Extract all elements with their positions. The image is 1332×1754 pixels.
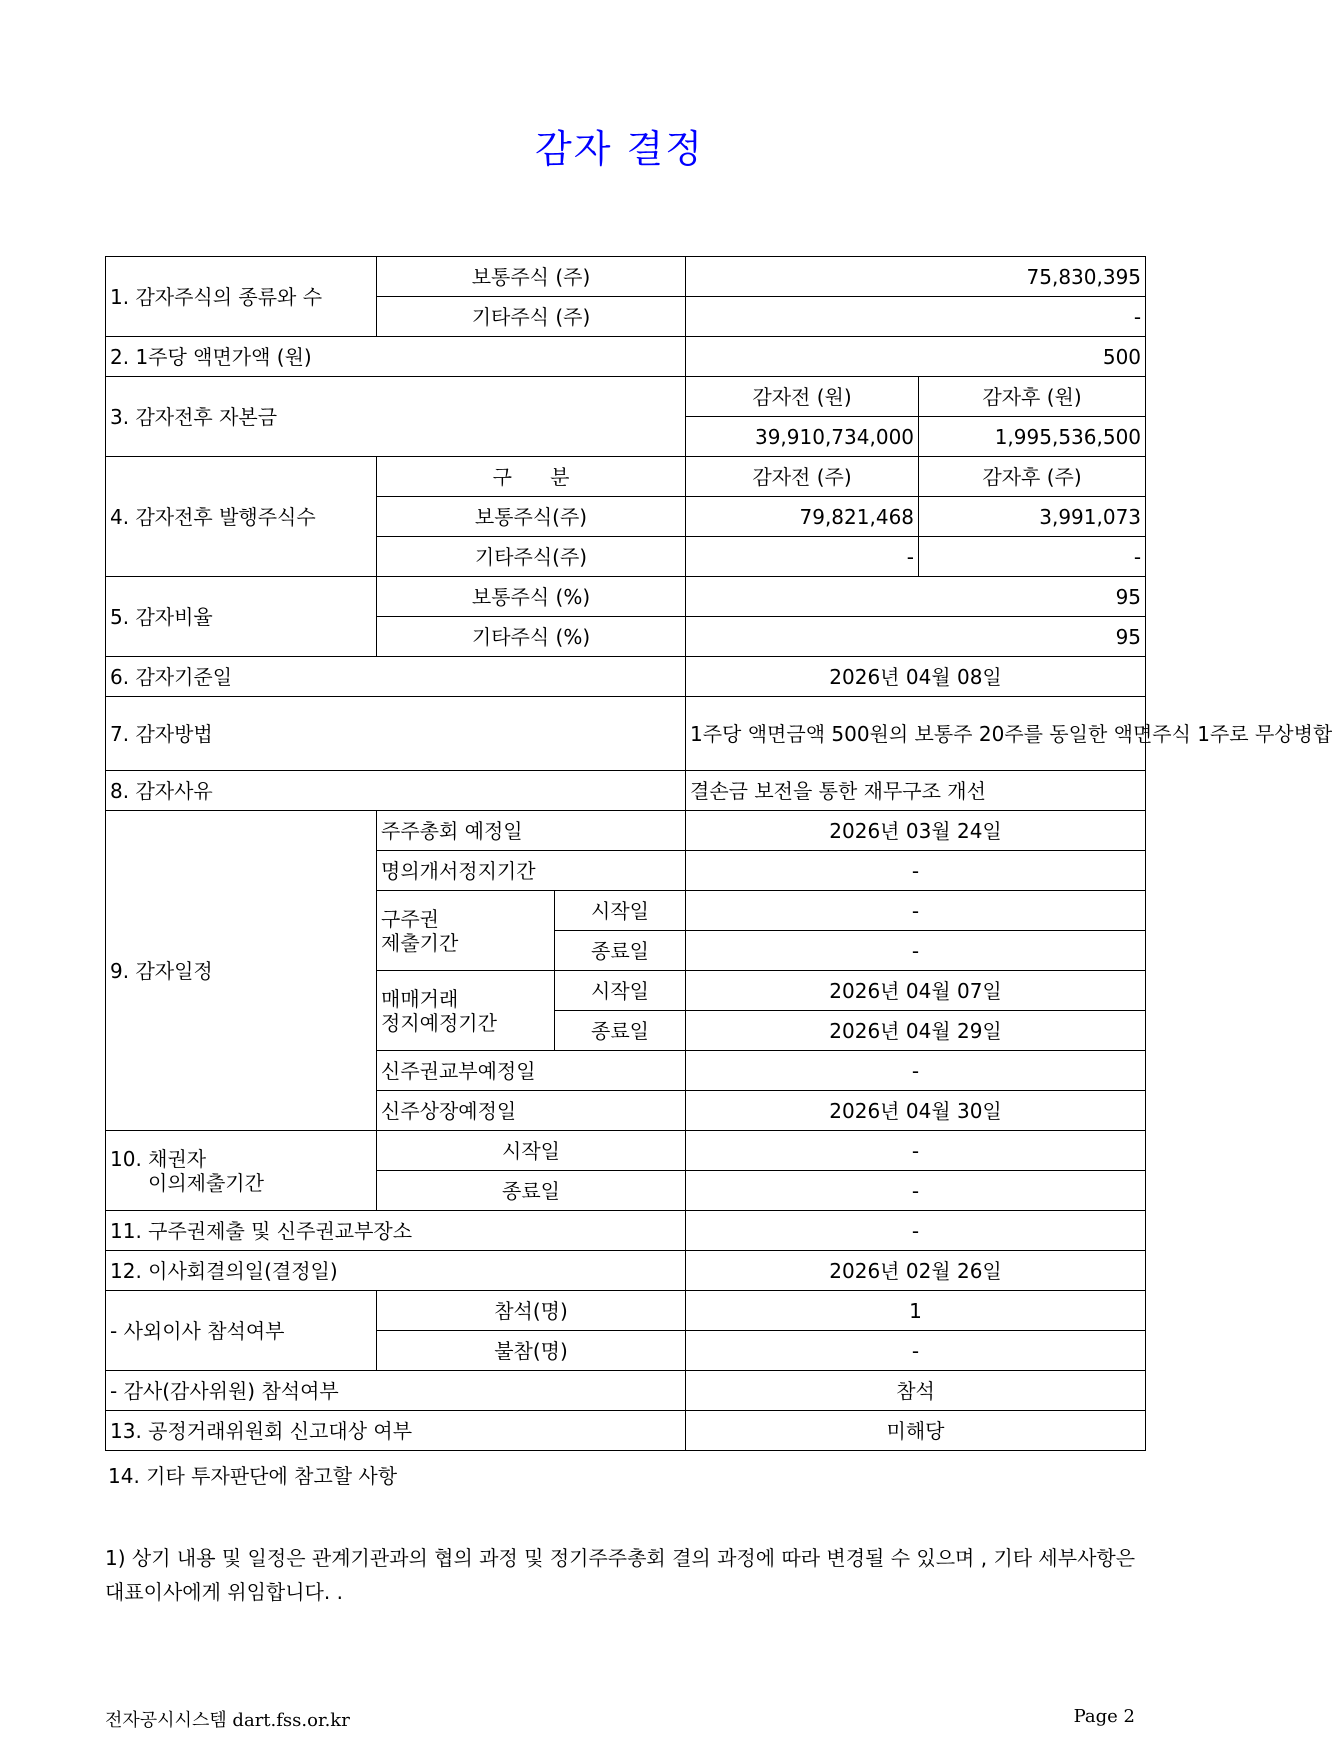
table-row — [106, 1251, 1146, 1291]
row12-label: 12. 이사회결의일(결정일) — [106, 1251, 686, 1291]
row9-halt-end: 2026년 04월 29일 — [686, 1011, 1146, 1051]
row9-old-cert-end: - — [686, 931, 1146, 971]
note-text: 1) 상기 내용 및 일정은 관계기관과의 협의 과정 및 정기주주총회 결의 과정에 따라 변경될 수 있으며 , 기타 세부사항은 대표이사에게 위임합니다. . — [105, 1546, 1136, 1604]
auditor-label: - 감사(감사위원) 참석여부 — [106, 1371, 686, 1411]
row2-label: 2. 1주당 액면가액 (원) — [106, 337, 686, 377]
row3-before-value: 39,910,734,000 — [686, 417, 919, 457]
row13-value: 미해당 — [686, 1411, 1146, 1451]
row5-label: 5. 감자비율 — [106, 577, 377, 657]
row5-common-label: 보통주식 (%) — [377, 577, 686, 617]
table-row — [106, 577, 1146, 617]
row10-end-value: - — [686, 1171, 1146, 1211]
row9-old-cert-end-label: 종료일 — [555, 931, 686, 971]
row1-common-label: 보통주식 (주) — [377, 257, 686, 297]
row10-start-value: - — [686, 1131, 1146, 1171]
row4-before-header: 감자전 (주) — [686, 457, 919, 497]
row8-value: 결손금 보전을 통한 재무구조 개선 — [686, 771, 1146, 811]
row4-common-before: 79,821,468 — [686, 497, 919, 537]
row9-old-cert-label — [377, 891, 555, 971]
row11-value: - — [686, 1211, 1146, 1251]
table-row — [106, 1371, 1146, 1411]
item14-heading: 14. 기타 투자판단에 참고할 사항 — [108, 1464, 398, 1488]
row10-end-label: 종료일 — [377, 1171, 686, 1211]
row4-other-after: - — [919, 537, 1146, 577]
row4-other-label: 기타주식(주) — [377, 537, 686, 577]
row9-halt-end-label: 종료일 — [555, 1011, 686, 1051]
table-row — [106, 1211, 1146, 1251]
row9-label: 9. 감자일정 — [106, 811, 377, 1131]
row7-label: 7. 감자방법 — [106, 697, 686, 771]
outside-present-label: 참석(명) — [377, 1291, 686, 1331]
row3-after-header: 감자후 (원) — [919, 377, 1146, 417]
row1-label: 1. 감자주식의 종류와 수 — [106, 257, 377, 337]
table-row — [106, 1291, 1146, 1331]
row10-label-1: 10. 채권자 — [110, 1146, 207, 1171]
row9-new-cert-label: 신주권교부예정일 — [377, 1051, 686, 1091]
table-row — [106, 1411, 1146, 1451]
row4-other-before: - — [686, 537, 919, 577]
row10-start-label: 시작일 — [377, 1131, 686, 1171]
row5-other-label: 기타주식 (%) — [377, 617, 686, 657]
page-title: 감자 결정 — [535, 127, 704, 171]
row11-label: 11. 구주권제출 및 신주권교부장소 — [106, 1211, 686, 1251]
table-row — [106, 377, 1146, 417]
row6-label: 6. 감자기준일 — [106, 657, 686, 697]
table-row — [106, 657, 1146, 697]
row3-after-value: 1,995,536,500 — [919, 417, 1146, 457]
row9-old-cert-start: - — [686, 891, 1146, 931]
row9-suspension-value: - — [686, 851, 1146, 891]
table-row — [106, 771, 1146, 811]
row9-halt-label — [377, 971, 555, 1051]
row4-common-after: 3,991,073 — [919, 497, 1146, 537]
row5-other-value: 95 — [686, 617, 1146, 657]
row10-label — [106, 1131, 377, 1211]
row1-other-label: 기타주식 (주) — [377, 297, 686, 337]
row4-label: 4. 감자전후 발행주식수 — [106, 457, 377, 577]
table-row — [106, 257, 1146, 297]
row9-meeting-label: 주주총회 예정일 — [377, 811, 686, 851]
disclosure-table — [105, 256, 1332, 1451]
row9-halt-start: 2026년 04월 07일 — [686, 971, 1146, 1011]
row3-label: 3. 감자전후 자본금 — [106, 377, 686, 457]
row9-suspension-label: 명의개서정지기간 — [377, 851, 686, 891]
row1-other-value: - — [686, 297, 1146, 337]
row7-value: 1주당 액면금액 500원의 보통주 20주를 동일한 액면주식 1주로 무상병합 — [686, 697, 1146, 771]
row10-label-2: 이의제출기간 — [148, 1170, 264, 1195]
row9-halt-start-label: 시작일 — [555, 971, 686, 1011]
row4-common-label: 보통주식(주) — [377, 497, 686, 537]
row9-listing-value: 2026년 04월 30일 — [686, 1091, 1146, 1131]
footer-site: 전자공시시스템 dart.fss.or.kr — [105, 1710, 350, 1731]
row9-old-cert-label-1: 구주권 — [381, 906, 439, 931]
row4-after-header: 감자후 (주) — [919, 457, 1146, 497]
row4-div-header: 구 분 — [377, 457, 686, 497]
row8-label: 8. 감자사유 — [106, 771, 686, 811]
row6-value: 2026년 04월 08일 — [686, 657, 1146, 697]
table-row — [106, 457, 1146, 497]
row12-value: 2026년 02월 26일 — [686, 1251, 1146, 1291]
row3-before-header: 감자전 (원) — [686, 377, 919, 417]
outside-present-value: 1 — [686, 1291, 1146, 1331]
row9-new-cert-value: - — [686, 1051, 1146, 1091]
row9-halt-label-1: 매매거래 — [381, 986, 459, 1011]
table-row — [106, 811, 1146, 851]
row9-listing-label: 신주상장예정일 — [377, 1091, 686, 1131]
table-row — [106, 337, 1146, 377]
outside-absent-label: 불참(명) — [377, 1331, 686, 1371]
table-row — [106, 1131, 1146, 1171]
row5-common-value: 95 — [686, 577, 1146, 617]
row2-value: 500 — [686, 337, 1146, 377]
row9-halt-label-2: 정지예정기간 — [381, 1010, 497, 1035]
table-row — [106, 697, 1146, 771]
auditor-value: 참석 — [686, 1371, 1146, 1411]
footer-page-number: Page 2 — [1073, 1706, 1135, 1727]
row9-old-cert-start-label: 시작일 — [555, 891, 686, 931]
outside-label: - 사외이사 참석여부 — [106, 1291, 377, 1371]
row1-common-value: 75,830,395 — [686, 257, 1146, 297]
row9-old-cert-label-2: 제출기간 — [381, 930, 459, 955]
row13-label: 13. 공정거래위원회 신고대상 여부 — [106, 1411, 686, 1451]
row9-meeting-value: 2026년 03월 24일 — [686, 811, 1146, 851]
outside-absent-value: - — [686, 1331, 1146, 1371]
